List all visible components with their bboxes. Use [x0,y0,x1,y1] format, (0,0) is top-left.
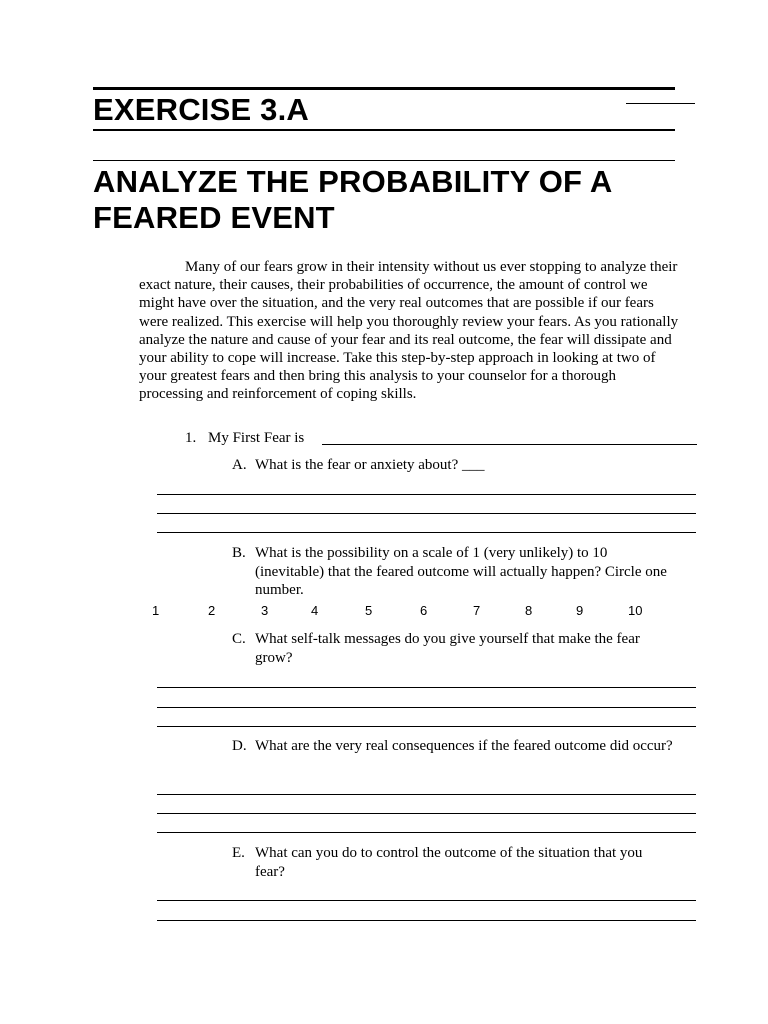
answer-line-c-1[interactable] [157,687,696,688]
scale-option-6[interactable]: 6 [420,603,428,618]
question-c-text: What self-talk messages do you give yourself that make the fear grow? [255,631,640,666]
question-d-text: What are the very real consequences if the feared outcome did occur? [255,738,673,754]
first-fear-answer-line[interactable] [322,444,697,445]
answer-line-a-3[interactable] [157,532,696,533]
scale-option-2[interactable]: 2 [208,603,216,618]
answer-line-e-1[interactable] [157,900,696,901]
item1-number: 1. [185,430,197,446]
exercise-title: EXERCISE 3.A [93,92,310,127]
scale-option-10[interactable]: 10 [628,603,643,618]
question-d-letter: D. [232,738,247,754]
question-b-letter: B. [232,545,246,561]
scale-option-5[interactable]: 5 [365,603,373,618]
answer-line-d-2[interactable] [157,813,696,814]
answer-line-a-2[interactable] [157,513,696,514]
question-e-text: What can you do to control the outcome of the situation that you fear? [255,845,643,880]
question-a-text: What is the fear or anxiety about? ___ [255,457,485,473]
page-title-line2: FEARED EVENT [93,200,335,235]
title-underline-rule [93,129,675,131]
question-b-text: What is the possibility on a scale of 1 (very unlikely) to 10 (inevitable) that the feared outcome will actually happen? Circle one number. [255,545,667,598]
scale-option-8[interactable]: 8 [525,603,533,618]
answer-line-d-3[interactable] [157,832,696,833]
intro-text: Many of our fears grow in their intensity without us ever stopping to analyze their exact nature, their causes, their probabilities of occurrence, the amount of control we might have over the situation, and the very real outcomes that are possible if our fears were realized. This exercise will help you thoroughly review your fears. As you rationally analyze the nature and cause of your fear and its real outcome, the fear will dissipate and your ability to cope will increase. Take this step-by-step approach in looking at two of your greatest fears and then bring this analysis to your counselor for a thorough processing and reinforcement of coping skills. [139,259,679,403]
answer-line-d-1[interactable] [157,794,696,795]
answer-line-a-1[interactable] [157,494,696,495]
top-rule [93,87,675,90]
section-rule [93,160,675,161]
top-right-short-rule [626,103,695,104]
answer-line-c-3[interactable] [157,726,696,727]
answer-line-e-2[interactable] [157,920,696,921]
item1-label: My First Fear is [208,430,305,446]
scale-option-4[interactable]: 4 [311,603,319,618]
intro-paragraph [139,258,679,404]
question-e-letter: E. [232,845,245,861]
question-a-letter: A. [232,457,247,473]
page-title-line1: ANALYZE THE PROBABILITY OF A [93,164,613,199]
scale-option-7[interactable]: 7 [473,603,481,618]
scale-option-3[interactable]: 3 [261,603,269,618]
scale-option-9[interactable]: 9 [576,603,584,618]
answer-line-c-2[interactable] [157,707,696,708]
question-c-letter: C. [232,631,246,647]
scale-option-1[interactable]: 1 [152,603,160,618]
page-title [93,164,612,236]
